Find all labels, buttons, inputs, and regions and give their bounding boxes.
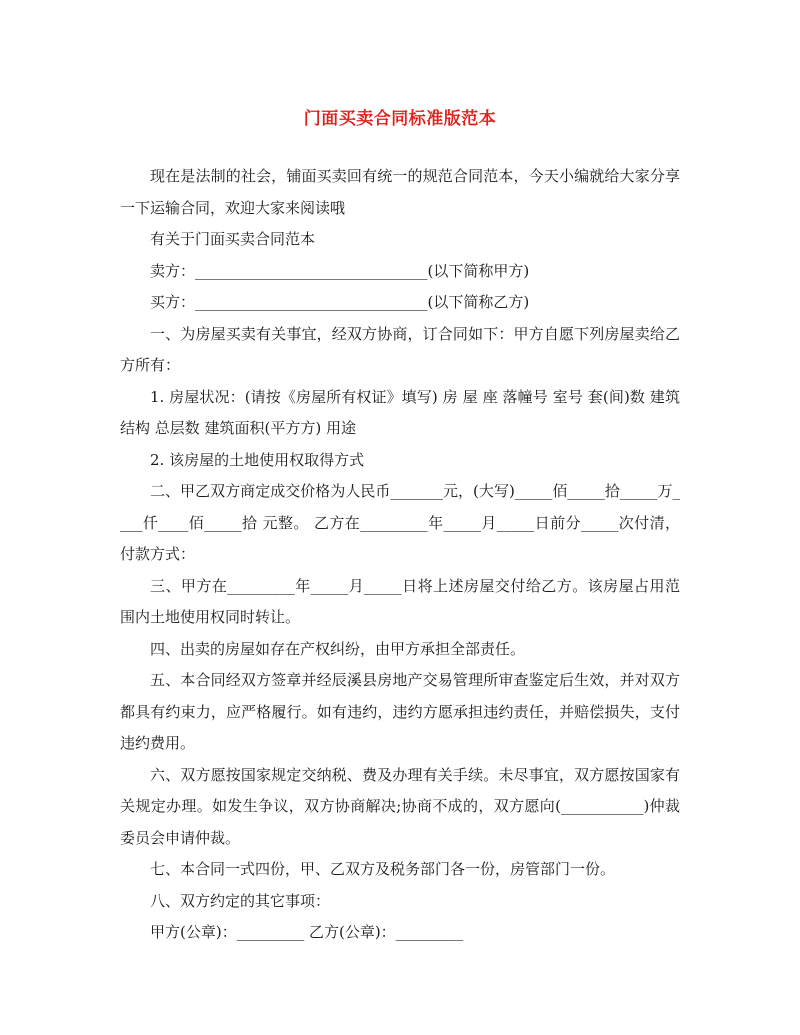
document-body [120, 161, 680, 949]
document-title: 门面买卖合同标准版范本 [303, 109, 497, 129]
intro-paragraph: 现在是法制的社会，铺面买卖回有统一的规范合同范本，今天小编就给大家分享一下运输合同，欢迎大家来阅读哦 [120, 167, 680, 217]
signature-line: 甲方(公章)：_________ 乙方(公章)：_________ [150, 923, 464, 941]
clause-2: 二、甲乙双方商定成交价格为人民币_______元，(大写)_____佰_____拾_____万____仟____佰_____拾 元整。 乙方在_________年_____月_____日前分_____次付清，付款方式： [120, 482, 680, 563]
clause-6: 六、双方愿按国家规定交纳税、费及办理有关手续。未尽事宜，双方愿按国家有关规定办理。如发生争议，双方协商解决;协商不成的，双方愿向(___________)仲裁委员会申请仲裁。 [120, 765, 680, 847]
seller-line: 卖方：_______________________________(以下简称甲方) [150, 261, 530, 280]
clause-1: 一、为房屋买卖有关事宜，经双方协商，订合同如下：甲方自愿下列房屋卖给乙方所有： [120, 324, 680, 374]
clause-4: 四、出卖的房屋如存在产权纠纷，由甲方承担全部责任。 [150, 639, 526, 658]
clause-5: 五、本合同经双方签章并经辰溪县房地产交易管理所审查鉴定后生效，并对双方都具有约束力，应严格履行。如有违约，违约方愿承担违约责任，并赔偿损失，支付违约费用。 [120, 671, 680, 752]
clause-1-item-2: 2. 该房屋的土地使用权取得方式 [150, 450, 365, 469]
clause-1-item-1: 1. 房屋状况：(请按《房屋所有权证》填写) 房 屋 座 落幢号 室号 套(间)数 建筑结构 总层数 建筑面积(平方方) 用途 [120, 387, 680, 437]
clause-3: 三、甲方在_________年_____月_____日将上述房屋交付给乙方。该房屋占用范围内土地使用权同时转让。 [120, 576, 680, 626]
buyer-line: 买方：_______________________________(以下简称乙方) [150, 293, 530, 311]
subtitle-paragraph: 有关于门面买卖合同范本 [150, 230, 316, 248]
clause-8: 八、双方约定的其它事项： [150, 891, 331, 910]
clause-7: 七、本合同一式四份，甲、乙双方及税务部门各一份，房管部门一份。 [150, 860, 616, 878]
